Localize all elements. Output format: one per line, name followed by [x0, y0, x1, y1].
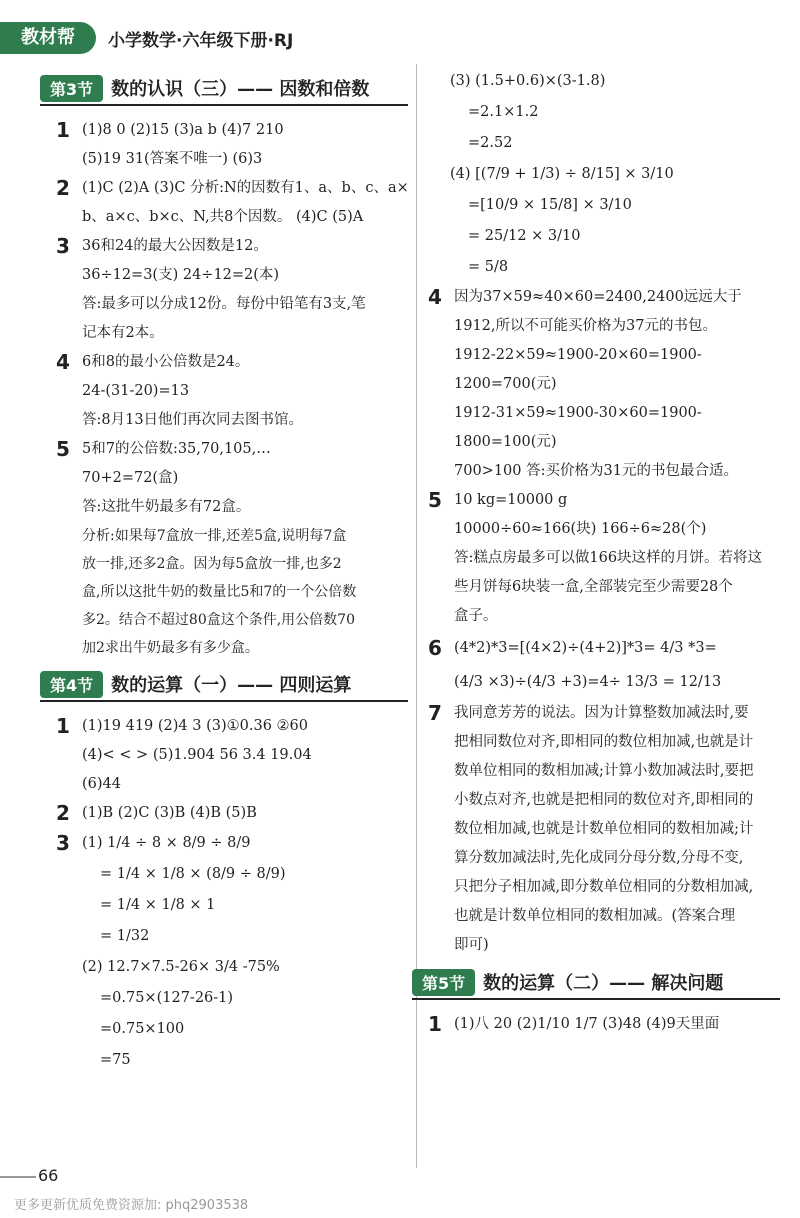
answer-line: 只把分子相加减,即分数单位相同的分数相加减, [454, 879, 754, 895]
math-line: = 5/8 [468, 259, 509, 275]
answer-line: (1)8 0 (2)15 (3)a b (4)7 210 [82, 122, 284, 138]
answer-line: 1912-31×59≈1900-30×60=1900- [454, 405, 702, 421]
answer-line: 答:8月13日他们再次同去图书馆。 [82, 412, 304, 428]
section-3-header [40, 72, 408, 106]
answer-line: 些月饼每6块装一盒,全部装完至少需要28个 [454, 579, 733, 595]
question-2 [58, 174, 408, 232]
answer-line: (5)19 31(答案不唯一) (6)3 [82, 151, 263, 167]
answer-line: 10 kg=10000 g [454, 492, 568, 508]
math-line: =0.75×(127-26-1) [100, 990, 234, 1006]
math-line: (3) (1.5+0.6)×(3-1.8) [450, 73, 606, 89]
answer-line: 小数点对齐,也就是把相同的数位对齐,即相同的 [454, 792, 754, 808]
answer-line: 70+2=72(盒) [82, 470, 179, 486]
footer-note: 更多更新优质免费资源加: phq2903538 [14, 1198, 249, 1213]
math-line: =2.1×1.2 [468, 104, 539, 120]
question-number: 4 [428, 285, 442, 309]
section-badge: 第5节 [412, 969, 475, 996]
answer-line: (4)< < > (5)1.904 56 3.4 19.04 [82, 747, 312, 763]
analysis-block [82, 522, 408, 662]
answer-line: 盒子。 [454, 608, 498, 624]
question-number: 1 [56, 714, 70, 738]
math-line: (1) 1/4 ÷ 8 × 8/9 ÷ 8/9 [82, 835, 251, 851]
right-column [422, 66, 780, 1039]
math-line: (2) 12.7×7.5-26× 3/4 -75% [82, 959, 280, 975]
left-column [50, 66, 409, 1076]
question-number: 5 [428, 488, 442, 512]
answer-line: (1)B (2)C (3)B (4)B (5)B [82, 805, 257, 821]
analysis-line: 多2。结合不超过80盒这个条件,用公倍数70 [82, 612, 355, 628]
answer-line: (6)44 [82, 776, 121, 792]
answer-line: 也就是计数单位相同的数相加减。(答案合理 [454, 908, 736, 924]
r-question-4 [430, 283, 780, 486]
math-line: = 1/4 × 1/8 × 1 [100, 897, 216, 913]
s5-question-1 [430, 1010, 780, 1039]
answer-line: 6和8的最小公倍数是24。 [82, 354, 250, 370]
s4-question-3 [58, 828, 408, 1076]
analysis-line: 放一排,还多2盒。因为每5盒放一排,也多2 [82, 556, 342, 572]
math-line: =[10/9 × 15/8] × 3/10 [468, 197, 632, 213]
math-line: =0.75×100 [100, 1021, 185, 1037]
answer-line: 数单位相同的数相加减;计算小数加减法时,要把 [454, 763, 754, 779]
book-title: 小学数学·六年级下册·RJ [108, 31, 294, 51]
answer-line: 答:这批牛奶最多有72盒。 [82, 499, 251, 515]
analysis-line: 分析:如果每7盒放一排,还差5盒,说明每7盒 [82, 528, 347, 544]
r-question-7 [430, 699, 780, 960]
section-title: 数的认识（三）—— 因数和倍数 [111, 79, 370, 100]
s4-question-1 [58, 712, 408, 799]
question-number: 4 [56, 350, 70, 374]
answer-line: 24-(31-20)=13 [82, 383, 190, 399]
answer-line: 算分数加减法时,先化成同分母分数,分母不变, [454, 850, 744, 866]
answer-line: 36÷12=3(支) 24÷12=2(本) [82, 267, 280, 283]
question-number: 2 [56, 801, 70, 825]
answer-line: (1)19 419 (2)4 3 (3)①0.36 ②60 [82, 718, 308, 734]
r-question-5 [430, 486, 780, 631]
question-number: 3 [56, 234, 70, 258]
section-5-header [412, 966, 780, 1000]
answer-line: 我同意芳芳的说法。因为计算整数加减法时,要 [454, 705, 749, 721]
question-number: 3 [56, 831, 70, 855]
question-number: 6 [428, 636, 442, 660]
answer-line: (1)八 20 (2)1/10 1/7 (3)48 (4)9天里面 [454, 1016, 720, 1032]
math-line: =2.52 [468, 135, 513, 151]
answer-line: 数位相加减,也就是计数单位相同的数相加减;计 [454, 821, 754, 837]
answer-line: 把相同数位对齐,即相同的数位相加减,也就是计 [454, 734, 754, 750]
answer-line: 700>100 答:买价格为31元的书包最合适。 [454, 463, 738, 479]
math-line: = 1/32 [100, 928, 150, 944]
question-3-continued [430, 66, 780, 283]
answer-line: 1912,所以不可能买价格为37元的书包。 [454, 318, 717, 334]
answer-line: 1800=100(元) [454, 434, 557, 450]
answer-line: 答:最多可以分成12份。每份中铅笔有3支,笔 [82, 296, 366, 312]
page-header [0, 0, 800, 62]
analysis-line: 盒,所以这批牛奶的数量比5和7的一个公倍数 [82, 584, 357, 600]
r-question-6 [430, 631, 780, 699]
question-number: 2 [56, 176, 70, 200]
answer-line: (1)C (2)A (3)C 分析:N的因数有1、a、b、c、a× [82, 180, 409, 196]
question-3 [58, 232, 408, 348]
question-5 [58, 435, 408, 662]
answer-line: 1912-22×59≈1900-20×60=1900- [454, 347, 702, 363]
section-title: 数的运算（一）—— 四则运算 [111, 675, 352, 696]
question-number: 1 [428, 1012, 442, 1036]
math-line: =75 [100, 1052, 131, 1068]
page-number-bar [0, 1176, 36, 1178]
s4-question-2 [58, 799, 408, 828]
analysis-line: 加2求出牛奶最多有多少盒。 [82, 640, 259, 656]
answer-line: b、a×c、b×c、N,共8个因数。 (4)C (5)A [82, 209, 364, 225]
section-badge: 第4节 [40, 671, 103, 698]
answer-line: 记本有2本。 [82, 325, 164, 341]
question-number: 1 [56, 118, 70, 142]
question-1 [58, 116, 408, 174]
math-line: (4/3 ×3)÷(4/3 +3)=4÷ 13/3 = 12/13 [454, 674, 722, 690]
section-title: 数的运算（二）—— 解决问题 [483, 973, 724, 994]
answer-line: 答:糕点房最多可以做166块这样的月饼。若将这 [454, 550, 763, 566]
answer-line: 5和7的公倍数:35,70,105,… [82, 441, 271, 457]
page-number: 66 [38, 1166, 59, 1185]
column-divider [416, 64, 417, 1168]
math-line: (4) [(7/9 + 1/3) ÷ 8/15] × 3/10 [450, 166, 674, 182]
section-badge: 第3节 [40, 75, 103, 102]
question-4 [58, 348, 408, 435]
answer-line: 因为37×59≈40×60=2400,2400远远大于 [454, 289, 742, 305]
math-line: (4*2)*3=[(4×2)÷(4+2)]*3= 4/3 *3= [454, 640, 717, 656]
section-4-header [40, 668, 408, 702]
math-line: = 1/4 × 1/8 × (8/9 ÷ 8/9) [100, 866, 286, 882]
brand-logo: 教材帮 [0, 22, 96, 54]
question-number: 7 [428, 701, 442, 725]
question-number: 5 [56, 437, 70, 461]
math-line: = 25/12 × 3/10 [468, 228, 581, 244]
answer-line: 10000÷60≈166(块) 166÷6≈28(个) [454, 521, 707, 537]
answer-line: 即可) [454, 937, 489, 953]
answer-line: 1200=700(元) [454, 376, 557, 392]
answer-line: 36和24的最大公因数是12。 [82, 238, 268, 254]
